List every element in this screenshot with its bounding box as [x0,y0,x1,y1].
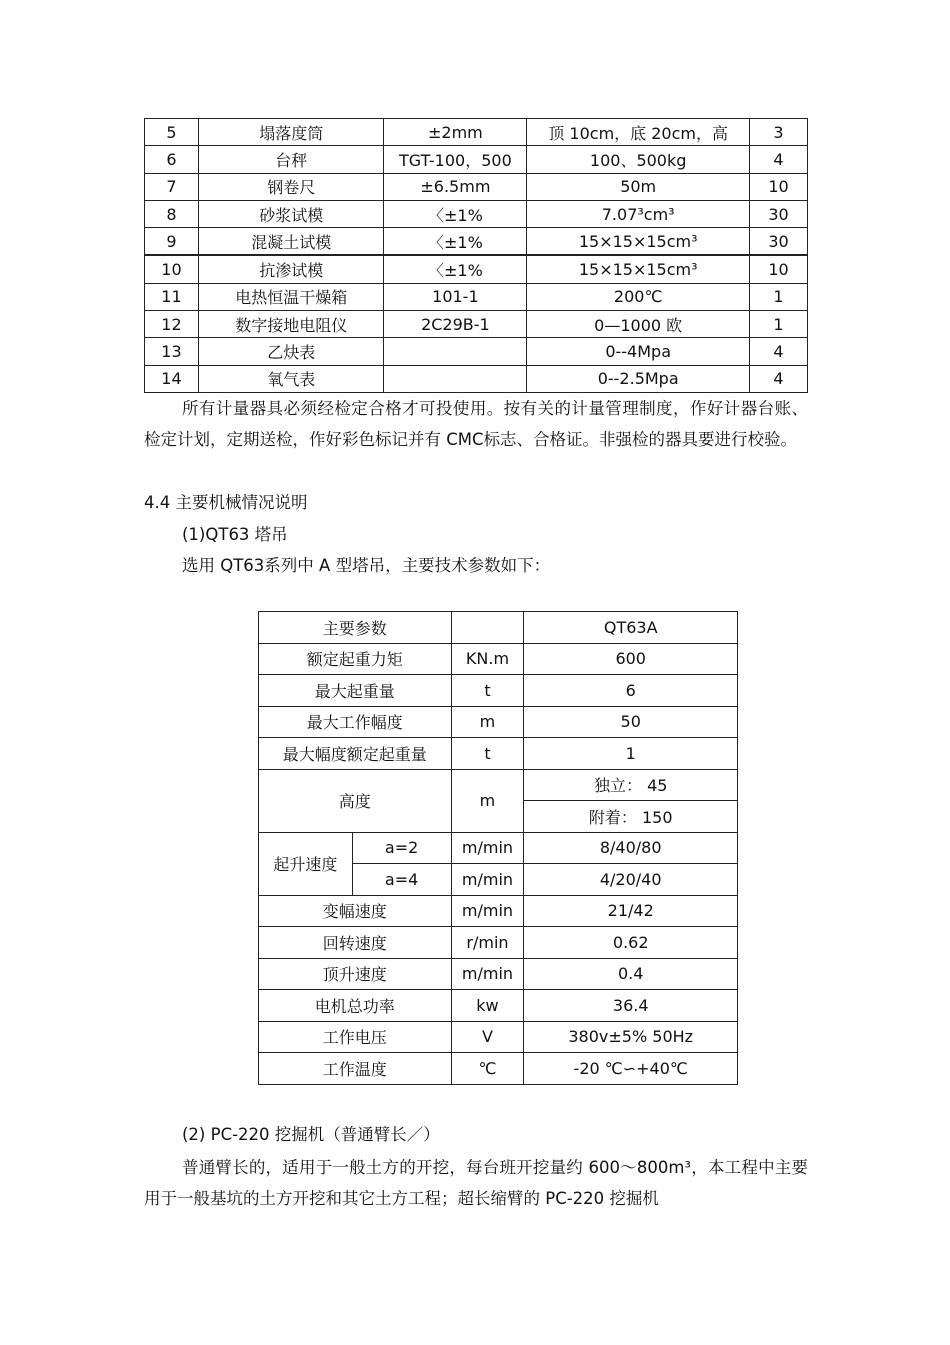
cell-precision: ±6.5mm [384,173,527,200]
table-row [145,311,808,338]
cell-no: 7 [145,173,199,200]
cell-spec: 100、500kg [527,146,750,173]
cell-unit: m/min [451,958,524,990]
cell-name: 混凝土试模 [198,228,384,256]
cell-qty: 3 [750,119,808,146]
table-row [145,228,808,256]
intro-text: 选用 QT63系列中 A 型塔吊，主要技术参数如下： [182,556,551,575]
cell-value: 8/40/80 [524,832,738,864]
table-row [259,675,738,707]
cell-param: 额定起重力矩 [259,643,452,675]
cell-spec: 7.07³cm³ [527,200,750,227]
table-row [259,990,738,1022]
cell-qty: 10 [750,255,808,283]
cell-spec: 15×15×15cm³ [527,228,750,256]
cell-precision: 〈±1% [384,200,527,227]
cell-value: 380v±5% 50Hz [524,1021,738,1053]
cell-precision [384,338,527,365]
cell-precision: 2C29B-1 [384,311,527,338]
cell-param: 高度 [259,769,452,832]
cell-no: 11 [145,283,199,310]
cell-unit: m/min [451,832,524,864]
cell-param: 工作温度 [259,1053,452,1085]
cell-precision: TGT-100，500 [384,146,527,173]
cell-unit: ℃ [451,1053,524,1085]
cell-precision: 〈±1% [384,228,527,256]
cell-precision: 〈±1% [384,255,527,283]
cell-value: 600 [524,643,738,675]
cell-name: 氧气表 [198,365,384,392]
cell-no: 5 [145,119,199,146]
cell-precision [384,365,527,392]
cell-name: 台秤 [198,146,384,173]
cell-name: 数字接地电阻仪 [198,311,384,338]
cell-qty: 30 [750,200,808,227]
section-heading: 4.4 主要机械情况说明 [144,493,308,512]
cell-unit: m [451,706,524,738]
table-row [145,119,808,146]
cell-param: 变幅速度 [259,895,452,927]
cell-no: 14 [145,365,199,392]
cell-value: 独立： 45 [524,769,738,801]
cell-param: 起升速度 [259,832,353,895]
cell-qty: 4 [750,146,808,173]
cell-value: 21/42 [524,895,738,927]
cell-spec: 50m [527,173,750,200]
cell-value: 1 [524,738,738,770]
cell-param: 电机总功率 [259,990,452,1022]
table-row [145,338,808,365]
cell-no: 10 [145,255,199,283]
cell-param: 顶升速度 [259,958,452,990]
cell-value: 0.4 [524,958,738,990]
table-row [145,255,808,283]
cell-subparam: a=2 [352,832,451,864]
cell-no: 12 [145,311,199,338]
table-row [145,146,808,173]
subsection-heading: (2) PC-220 挖掘机（普通臂长／） [182,1125,440,1144]
table-row [145,365,808,392]
cell-precision: ±2mm [384,119,527,146]
cell-precision: 101-1 [384,283,527,310]
cell-unit: t [451,675,524,707]
tower-crane-table [258,611,738,1085]
cell-qty: 10 [750,173,808,200]
cell-spec: 顶 10cm，底 20cm，高 [527,119,750,146]
cell-name: 电热恒温干燥箱 [198,283,384,310]
cell-param: 最大起重量 [259,675,452,707]
cell-qty: 4 [750,365,808,392]
table-row [259,958,738,990]
table-row [259,927,738,959]
cell-name: 钢卷尺 [198,173,384,200]
cell-no: 9 [145,228,199,256]
cell-unit: m [451,769,524,832]
cell-value: 6 [524,675,738,707]
cell-value: 附着： 150 [524,801,738,833]
cell-subparam: a=4 [352,864,451,896]
cell-param: 工作电压 [259,1021,452,1053]
metrology-paragraph: 所有计量器具必须经检定合格才可投使用。按有关的计量管理制度，作好计器台账、检定计划，定期送检，作好彩色标记并有 CMC标志、合格证。非强检的器具要进行校验。 [144,399,808,449]
cell-unit [451,612,524,644]
cell-unit: m/min [451,895,524,927]
table-row [259,895,738,927]
cell-unit: V [451,1021,524,1053]
table-row [145,200,808,227]
cell-unit: t [451,738,524,770]
cell-value: 36.4 [524,990,738,1022]
cell-spec: 15×15×15cm³ [527,255,750,283]
cell-qty: 4 [750,338,808,365]
instrument-table [144,118,808,393]
cell-value: -20 ℃∽+40℃ [524,1053,738,1085]
cell-qty: 1 [750,283,808,310]
table-row [145,283,808,310]
cell-name: 砂浆试模 [198,200,384,227]
table-row [259,643,738,675]
cell-no: 6 [145,146,199,173]
cell-unit: r/min [451,927,524,959]
cell-value: 50 [524,706,738,738]
cell-unit: kw [451,990,524,1022]
cell-name: 抗渗试模 [198,255,384,283]
subsection-heading: (1)QT63 塔吊 [182,525,288,544]
table-row [259,1021,738,1053]
table-row [259,1053,738,1085]
table-row [259,832,738,864]
table-row [259,738,738,770]
cell-qty: 30 [750,228,808,256]
cell-unit: KN.m [451,643,524,675]
table-row [259,706,738,738]
cell-spec: 200℃ [527,283,750,310]
table-row [145,173,808,200]
cell-value: 4/20/40 [524,864,738,896]
cell-param: 主要参数 [259,612,452,644]
excavator-paragraph: 普通臂长的，适用于一般土方的开挖，每台班开挖量约 600～800m³，本工程中主要用于一般基坑的土方开挖和其它土方工程；超长缩臂的 PC-220 挖掘机 [144,1158,808,1208]
cell-value: 0.62 [524,927,738,959]
table-row [259,769,738,801]
cell-param: 最大幅度额定起重量 [259,738,452,770]
cell-no: 13 [145,338,199,365]
cell-param: 回转速度 [259,927,452,959]
table-row [259,612,738,644]
cell-name: 塌落度筒 [198,119,384,146]
cell-value: QT63A [524,612,738,644]
cell-qty: 1 [750,311,808,338]
cell-name: 乙炔表 [198,338,384,365]
cell-no: 8 [145,200,199,227]
cell-spec: 0--2.5Mpa [527,365,750,392]
cell-spec: 0--4Mpa [527,338,750,365]
cell-spec: 0—1000 欧 [527,311,750,338]
cell-param: 最大工作幅度 [259,706,452,738]
cell-unit: m/min [451,864,524,896]
